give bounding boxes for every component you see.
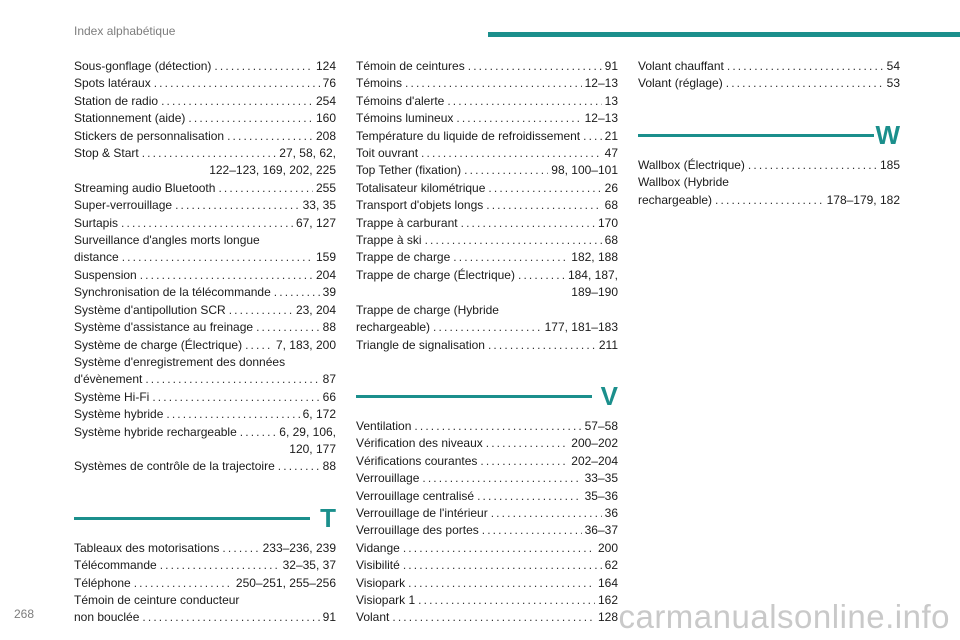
index-entry-term: Système hybride rechargeable (74, 424, 237, 439)
index-entry-line (356, 435, 618, 452)
index-entry-term: Température du liquide de refroidissement (356, 128, 581, 143)
section-letter: W (875, 119, 900, 150)
index-entry-line (356, 505, 618, 522)
index-entry (74, 110, 336, 127)
index-entry (356, 557, 618, 574)
dot-leader (175, 197, 300, 214)
index-entry-line (74, 389, 336, 406)
index-entry-line (74, 75, 336, 92)
dot-leader (403, 540, 595, 557)
index-entry-term: Vidange (356, 540, 400, 555)
index-entry-term: Téléphone (74, 575, 131, 590)
index-entry-line (74, 609, 336, 626)
index-entry-term: distance (74, 250, 119, 265)
index-entry-line (356, 197, 618, 214)
section-header (74, 500, 336, 536)
index-entry (356, 145, 618, 162)
index-entry-line (356, 249, 618, 266)
index-entry (74, 197, 336, 214)
index-entry-pages: 204 (315, 267, 336, 282)
dot-leader (414, 418, 581, 435)
index-entry (356, 435, 618, 452)
index-entry-pages: 250–251, 255–256 (235, 575, 336, 590)
index-entry-term: Télécommande (74, 558, 157, 573)
index-entry-term: Trappe de charge (356, 250, 451, 265)
index-entry (356, 540, 618, 557)
index-entry-term: Suspension (74, 267, 137, 282)
index-entry (74, 58, 336, 75)
index-entry-term: Témoins (356, 76, 403, 91)
index-entry (356, 488, 618, 505)
index-entry (74, 354, 336, 389)
dot-leader (134, 575, 233, 592)
index-entry-pages: 170 (597, 215, 618, 230)
dot-leader (468, 58, 602, 75)
dot-leader (256, 319, 320, 336)
index-entry-term: Témoins lumineux (356, 111, 454, 126)
index-entry-term: Système d'assistance au freinage (74, 320, 254, 335)
dot-leader (160, 557, 280, 574)
section-divider-rule (74, 517, 310, 520)
index-entry (356, 470, 618, 487)
index-entry-line (356, 110, 618, 127)
index-entry (356, 180, 618, 197)
index-entry-pages: 12–13 (584, 76, 618, 91)
dot-leader (583, 128, 602, 145)
index-entry-pages-continued: 122–123, 169, 202, 225 (209, 163, 336, 178)
index-entry-term-start: Témoin de ceinture conducteur (74, 592, 240, 607)
dot-leader (422, 470, 581, 487)
index-entry-line (356, 575, 618, 592)
index-entry (638, 174, 900, 209)
index-entry-line (356, 267, 618, 284)
index-entry-line (74, 337, 336, 354)
section-divider-rule (356, 395, 592, 398)
index-entry-line (638, 192, 900, 209)
index-entry-term-start: Surveillance d'angles morts longue (74, 233, 260, 248)
index-entry-term: Transport d'objets longs (356, 198, 484, 213)
index-entry-pages: 164 (597, 575, 618, 590)
index-entry (356, 162, 618, 179)
index-entry (638, 75, 900, 92)
index-entry-pages: 68 (604, 233, 618, 248)
index-entry-term: Triangle de signalisation (356, 337, 485, 352)
index-entry-line (74, 197, 336, 214)
index-entry-pages: 160 (315, 111, 336, 126)
index-entry (356, 93, 618, 110)
index-entry-term: Super-verrouillage (74, 198, 173, 213)
index-entry-pages: 39 (322, 285, 336, 300)
index-entry-line (74, 267, 336, 284)
dot-leader (408, 575, 595, 592)
index-entry-line (638, 75, 900, 92)
header-accent-bar (488, 32, 960, 37)
dot-leader (480, 453, 568, 470)
index-entry-line (74, 128, 336, 145)
dot-leader (154, 75, 320, 92)
index-entry-term: Ventilation (356, 418, 412, 433)
index-entry-line (74, 145, 336, 162)
index-entry-line (74, 371, 336, 388)
index-entry-pages: 36–37 (584, 523, 618, 538)
section-letter: T (320, 502, 336, 533)
dot-leader (218, 180, 313, 197)
index-entry-pages: 36 (604, 505, 618, 520)
index-entry-term: Tableaux des motorisations (74, 540, 220, 555)
dot-leader (477, 488, 582, 505)
index-entry (74, 267, 336, 284)
index-entry-line (74, 93, 336, 110)
index-entry-term: Témoins d'alerte (356, 93, 445, 108)
index-entry (74, 540, 336, 557)
dot-leader (518, 267, 565, 284)
section-divider-rule (638, 134, 874, 137)
index-entry-line (356, 609, 618, 626)
watermark: carmanualsonline.info (618, 598, 950, 635)
index-entry-term: Systèmes de contrôle de la trajectoire (74, 459, 275, 474)
index-entry-term: Stationnement (aide) (74, 111, 186, 126)
index-entry-line (638, 157, 900, 174)
index-entry (356, 505, 618, 522)
index-entry-term: Trappe à ski (356, 233, 422, 248)
index-entry-line (74, 540, 336, 557)
index-entry (638, 58, 900, 75)
index-entry (74, 458, 336, 475)
index-entry (74, 302, 336, 319)
index-entry-term: Station de radio (74, 93, 159, 108)
index-entry-pages: 159 (315, 250, 336, 265)
index-entry-line (74, 180, 336, 197)
index-entry (74, 337, 336, 354)
index-entry-term: Volant (356, 610, 390, 625)
index-entry-pages-continued: 120, 177 (289, 441, 336, 456)
index-entry (74, 424, 336, 459)
index-entry-pages: 53 (886, 76, 900, 91)
index-entry-line (356, 557, 618, 574)
index-entry (356, 337, 618, 354)
index-entry (74, 557, 336, 574)
index-entry-term: Spots latéraux (74, 76, 151, 91)
index-entry-pages: 200 (597, 540, 618, 555)
index-entry-pages: 32–35, 37 (282, 558, 336, 573)
index-entry-pages: 66 (322, 389, 336, 404)
dot-leader (486, 435, 569, 452)
dot-leader (392, 609, 595, 626)
index-entry-term: Sous-gonflage (détection) (74, 59, 212, 73)
index-entry-term: rechargeable) (356, 320, 431, 335)
index-entry (356, 609, 618, 626)
index-entry-term: Visiopark 1 (356, 592, 416, 607)
index-entry-line (74, 249, 336, 266)
index-entry-pages: 254 (315, 93, 336, 108)
index-entry-term: Verrouillage de l'intérieur (356, 505, 488, 520)
index-entry-pages: 12–13 (584, 111, 618, 126)
index-entry (74, 128, 336, 145)
dot-leader (461, 215, 595, 232)
index-entry-pages: 54 (886, 59, 900, 73)
index-entry-term: Toit ouvrant (356, 146, 419, 161)
index-entry-term: Volant (réglage) (638, 76, 723, 91)
index-entry-line (356, 488, 618, 505)
index-entry-line (356, 58, 618, 75)
index-entry-term: d'évènement (74, 372, 143, 387)
index-entry-line (356, 180, 618, 197)
index-entry-pages: 182, 188 (571, 250, 618, 265)
index-entry (74, 145, 336, 180)
index-entry-line (74, 110, 336, 127)
index-entry-pages-continued: 189–190 (571, 285, 618, 300)
index-entry-line (356, 337, 618, 354)
dot-leader (188, 110, 313, 127)
index-entry-term: Stickers de personnalisation (74, 128, 225, 143)
index-entry-pages: 200–202 (571, 436, 618, 451)
index-entry (356, 575, 618, 592)
index-entry (356, 128, 618, 145)
index-entry-term: Système d'antipollution SCR (74, 302, 226, 317)
index-entry-term: Top Tether (fixation) (356, 163, 462, 178)
dot-leader (425, 232, 602, 249)
index-entry-pages: 7, 183, 200 (275, 337, 336, 352)
index-entry-term: Verrouillage centralisé (356, 488, 475, 503)
index-entry (356, 418, 618, 435)
index-entry-pages: 98, 100–101 (551, 163, 618, 178)
index-entry-line (356, 145, 618, 162)
index-entry-line (356, 215, 618, 232)
dot-leader (166, 406, 299, 423)
index-entry-pages: 35–36 (584, 488, 618, 503)
dot-leader (278, 458, 320, 475)
index-entry-term: non bouclée (74, 610, 140, 625)
index-entry-pages: 23, 204 (295, 302, 336, 317)
index-entry-term: Trappe à carburant (356, 215, 458, 230)
index-entry-pages: 233–236, 239 (262, 540, 336, 555)
index-entry-line (356, 522, 618, 539)
dot-leader (433, 319, 542, 336)
index-entry-pages: 87 (322, 372, 336, 387)
index-entry-term: Vérification des niveaux (356, 436, 483, 451)
index-entry (74, 389, 336, 406)
index-entry-pages: 6, 172 (302, 407, 336, 422)
dot-leader (456, 110, 581, 127)
index-entry-line (356, 93, 618, 110)
index-entry-pages: 13 (604, 93, 618, 108)
index-entry-pages: 162 (597, 592, 618, 607)
index-entry-pages: 33–35 (584, 471, 618, 486)
index-entry-pages: 202–204 (571, 453, 618, 468)
index-entry-pages: 57–58 (584, 418, 618, 433)
index-entry-line (356, 162, 618, 179)
dot-leader (222, 540, 259, 557)
index-entry (356, 592, 618, 609)
index-entry-pages: 88 (322, 320, 336, 335)
index-entry (356, 522, 618, 539)
index-entry-term: Système hybride (74, 407, 164, 422)
index-entry (74, 284, 336, 301)
index-entry-pages: 128 (597, 610, 618, 625)
index-entry (356, 75, 618, 92)
index-entry-pages: 26 (604, 180, 618, 195)
index-entry-term: Totalisateur kilométrique (356, 180, 486, 195)
index-entry-line (356, 540, 618, 557)
index-entry (74, 592, 336, 627)
index-entry (356, 249, 618, 266)
index-entry-line (356, 453, 618, 470)
index-entry-pages: 68 (604, 198, 618, 213)
index-entry (638, 157, 900, 174)
dot-leader (486, 197, 601, 214)
index-entry-term: Synchronisation de la télécommande (74, 285, 271, 300)
index-entry-pages: 184, 187, (567, 267, 618, 282)
index-entry (74, 215, 336, 232)
dot-leader (245, 337, 273, 354)
index-entry-line (356, 128, 618, 145)
index-entry-pages: 62 (604, 558, 618, 573)
index-entry-line (356, 319, 618, 336)
dot-leader (145, 371, 319, 388)
dot-leader (142, 145, 277, 162)
dot-leader (488, 180, 601, 197)
index-entry-term: rechargeable) (638, 192, 713, 207)
index-entry-line (356, 75, 618, 92)
dot-leader (727, 58, 884, 75)
dot-leader (229, 302, 293, 319)
dot-leader (142, 609, 319, 626)
dot-leader (726, 75, 884, 92)
index-entry-pages: 76 (322, 76, 336, 91)
dot-leader (121, 215, 293, 232)
index-entry (356, 267, 618, 302)
section-header (356, 378, 618, 414)
dot-leader (482, 522, 582, 539)
index-entry-term: Système Hi-Fi (74, 389, 150, 404)
dot-leader (214, 58, 313, 75)
index-entry-pages: 185 (879, 157, 900, 172)
index-entry-line (356, 592, 618, 609)
dot-leader (140, 267, 313, 284)
index-entry-line (74, 215, 336, 232)
index-entry-pages: 208 (315, 128, 336, 143)
index-column-1 (74, 58, 336, 627)
index-entry-term: Verrouillage des portes (356, 523, 479, 538)
dot-leader (447, 93, 601, 110)
dot-leader (152, 389, 319, 406)
index-entry (74, 180, 336, 197)
index-entry (74, 319, 336, 336)
index-entry-pages: 88 (322, 459, 336, 474)
index-entry (356, 232, 618, 249)
index-entry-pages: 211 (598, 337, 618, 352)
index-entry-term-start: Système d'enregistrement des données (74, 354, 286, 369)
index-entry-line (74, 406, 336, 423)
index-entry-line (74, 319, 336, 336)
index-entry (74, 232, 336, 267)
index-entry-line (356, 470, 618, 487)
index-entry-pages: 47 (604, 146, 618, 161)
index-entry-term: Système de charge (Électrique) (74, 337, 243, 352)
index-entry-line (74, 424, 336, 441)
dot-leader (227, 128, 313, 145)
index-entry-pages: 177, 181–183 (544, 320, 618, 335)
index-entry-line (74, 557, 336, 574)
index-entry-term-start: Wallbox (Hybride (638, 175, 729, 190)
index-entry-line (74, 284, 336, 301)
index-entry-term: Témoin de ceintures (356, 59, 465, 73)
index-entry (356, 215, 618, 232)
index-entry-pages: 91 (604, 59, 618, 73)
index-entry-line (638, 58, 900, 75)
dot-leader (421, 145, 602, 162)
index-entry-pages: 124 (315, 59, 336, 73)
index-entry (74, 75, 336, 92)
dot-leader (491, 505, 602, 522)
index-entry (74, 575, 336, 592)
section-header (638, 117, 900, 153)
index-entry-line (74, 58, 336, 75)
dot-leader (405, 75, 582, 92)
index-entry-term: Vérifications courantes (356, 453, 478, 468)
index-entry-term: Visibilité (356, 558, 400, 573)
dot-leader (748, 157, 877, 174)
index-entry-line (356, 418, 618, 435)
index-entry-term: Wallbox (Électrique) (638, 157, 745, 172)
index-entry-line (74, 575, 336, 592)
dot-leader (161, 93, 313, 110)
dot-leader (488, 337, 596, 354)
index-entry-pages: 6, 29, 106, (279, 424, 336, 439)
index-column-2 (356, 58, 618, 627)
index-entry-pages: 178–179, 182 (826, 192, 900, 207)
index-entry-pages: 27, 58, 62, (279, 146, 336, 161)
index-entry-pages: 21 (604, 128, 618, 143)
index-entry-term: Surtapis (74, 215, 119, 230)
index-entry-pages: 91 (322, 610, 336, 625)
dot-leader (453, 249, 568, 266)
section-letter: V (600, 380, 618, 411)
index-entry-pages: 255 (315, 180, 336, 195)
index-entry (74, 93, 336, 110)
index-entry-line (356, 232, 618, 249)
index-column-3 (638, 58, 900, 209)
dot-leader (240, 424, 277, 441)
index-entry (356, 197, 618, 214)
index-entry-line (74, 458, 336, 475)
index-entry (356, 110, 618, 127)
dot-leader (715, 192, 824, 209)
dot-leader (122, 249, 313, 266)
page-number: 268 (14, 607, 35, 621)
index-entry (356, 453, 618, 470)
index-entry (356, 302, 618, 337)
dot-leader (403, 557, 602, 574)
index-entry-pages: 67, 127 (295, 215, 336, 230)
dot-leader (418, 592, 595, 609)
index-entry-term: Visiopark (356, 575, 406, 590)
index-entry-term: Verrouillage (356, 471, 420, 486)
header-title: Index alphabétique (74, 24, 176, 38)
index-entry-line (74, 302, 336, 319)
index-entry-term: Volant chauffant (638, 59, 724, 73)
index-entry (356, 58, 618, 75)
index-entry-pages: 33, 35 (302, 198, 336, 213)
index-entry-term: Streaming audio Bluetooth (74, 180, 216, 195)
index-entry-term: Trappe de charge (Électrique) (356, 267, 515, 282)
dot-leader (464, 162, 548, 179)
dot-leader (274, 284, 320, 301)
index-entry-term-start: Trappe de charge (Hybride (356, 302, 499, 317)
index-entry-term: Stop & Start (74, 146, 139, 161)
index-entry (74, 406, 336, 423)
